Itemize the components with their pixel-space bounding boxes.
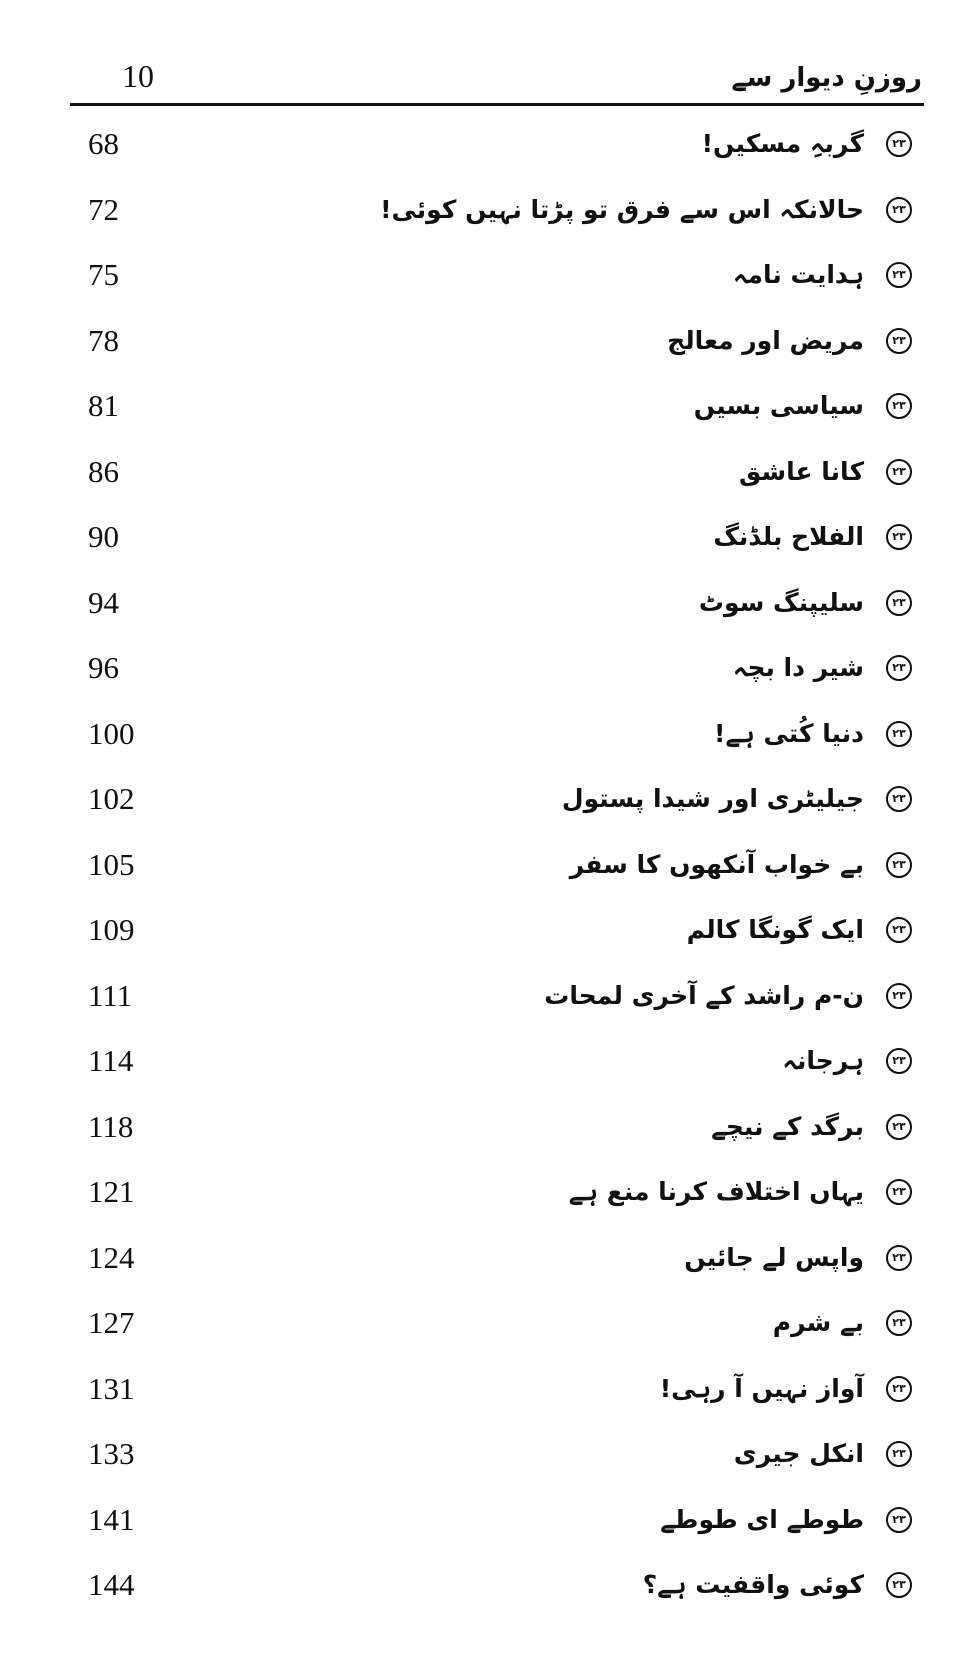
circled-number-marker: ۲۳ [886, 1507, 912, 1533]
circled-number-marker: ۲۳ [886, 983, 912, 1009]
header-divider [70, 103, 924, 106]
toc-entry-text [702, 124, 912, 164]
toc-entry [70, 1099, 912, 1165]
toc-entry-title: سلیپنگ سوٹ [698, 587, 864, 617]
toc-entry-page-number: 144 [88, 1567, 135, 1602]
toc-entry-page-number: 121 [88, 1174, 135, 1209]
circled-number-marker: ۲۳ [886, 1114, 912, 1140]
toc-entry-page-number: 94 [88, 584, 119, 620]
circled-number-marker: ۲۳ [886, 1310, 912, 1336]
toc-entry-text [773, 1303, 912, 1343]
toc-entry-text [713, 517, 912, 557]
toc-entry-title: انکل جیری [733, 1439, 864, 1468]
toc-entry-title: جیلیٹری اور شیدا پستول [561, 784, 864, 813]
toc-entry [70, 575, 912, 641]
toc-entry-text [733, 648, 912, 688]
toc-entry-page-number: 131 [88, 1370, 135, 1406]
toc-entry-text [667, 321, 912, 361]
toc-entry-text [643, 1565, 912, 1605]
circled-number-marker: ۲۳ [886, 1245, 912, 1271]
toc-entry [70, 706, 912, 772]
toc-entry-page-number: 124 [88, 1239, 135, 1275]
toc-entry-page-number: 118 [88, 1108, 134, 1144]
toc-entry-page-number: 72 [88, 191, 119, 227]
toc-entry-page-number: 81 [88, 388, 119, 423]
table-of-contents [70, 116, 912, 1623]
toc-entry-title: گربہِ مسکیں! [701, 129, 864, 158]
toc-entry-page-number: 68 [88, 126, 119, 161]
toc-entry-title: شیر دا بچہ [732, 653, 864, 682]
circled-number-marker: ۲۳ [886, 1441, 912, 1467]
toc-entry-text [544, 976, 912, 1016]
toc-entry [70, 378, 912, 444]
circled-number-marker: ۲۳ [886, 1572, 912, 1598]
circled-number-marker: ۲۳ [886, 852, 912, 878]
toc-entry-title: یہاں اختلاف کرنا منع ہے [568, 1177, 864, 1206]
toc-entry [70, 182, 912, 248]
toc-entry-title: ہرجانہ [782, 1046, 864, 1075]
toc-entry-text [570, 845, 912, 885]
toc-entry [70, 116, 912, 182]
toc-entry-text [687, 910, 912, 950]
toc-entry [70, 968, 912, 1034]
circled-number-marker: ۲۳ [886, 1048, 912, 1074]
circled-number-marker: ۲۳ [886, 262, 912, 288]
toc-entry-text [684, 1238, 912, 1278]
circled-number-marker: ۲۳ [886, 786, 912, 812]
toc-entry-page-number: 109 [88, 912, 135, 947]
toc-entry [70, 837, 912, 903]
toc-entry-title: بے شرم [772, 1308, 864, 1337]
toc-entry-text [733, 255, 912, 295]
toc-entry [70, 1557, 912, 1623]
toc-entry [70, 1426, 912, 1492]
toc-entry-title: بے خواب آنکھوں کا سفر [569, 849, 864, 879]
toc-entry-title: دنیا کُتی ہے! [714, 718, 864, 748]
toc-entry-text [380, 190, 912, 230]
circled-number-marker: ۲۳ [886, 1376, 912, 1402]
toc-entry [70, 1230, 912, 1296]
toc-entry-title: مریض اور معالج [667, 325, 864, 355]
toc-entry-title: کانا عاشق [739, 456, 864, 486]
circled-number-marker: ۲۳ [886, 131, 912, 157]
toc-entry-text [562, 779, 912, 819]
toc-entry [70, 247, 912, 313]
toc-entry-text [714, 714, 912, 754]
circled-number-marker: ۲۳ [886, 655, 912, 681]
toc-entry [70, 313, 912, 379]
circled-number-marker: ۲۳ [886, 459, 912, 485]
toc-entry [70, 1033, 912, 1099]
toc-entry-text [711, 1107, 912, 1147]
circled-number-marker: ۲۳ [886, 524, 912, 550]
circled-number-marker: ۲۳ [886, 197, 912, 223]
toc-entry [70, 640, 912, 706]
toc-entry-page-number: 111 [88, 977, 133, 1013]
toc-entry-title: ہدایت نامہ [732, 260, 864, 289]
toc-entry-page-number: 75 [88, 257, 119, 292]
toc-entry-title: الفلاح بلڈنگ [713, 522, 864, 551]
toc-entry [70, 771, 912, 837]
toc-entry-page-number: 96 [88, 650, 119, 685]
toc-entry-title: کوئی واقفیت ہے؟ [642, 1570, 864, 1599]
toc-entry-title: ن-م راشد کے آخری لمحات [544, 980, 864, 1010]
circled-number-marker: ۲۳ [886, 393, 912, 419]
toc-entry-text [699, 583, 912, 623]
toc-entry [70, 1492, 912, 1558]
circled-number-marker: ۲۳ [886, 917, 912, 943]
circled-number-marker: ۲۳ [886, 590, 912, 616]
toc-entry-text [739, 452, 912, 492]
toc-entry [70, 1164, 912, 1230]
circled-number-marker: ۲۳ [886, 328, 912, 354]
toc-entry-title: طوطے ای طوطے [660, 1504, 864, 1534]
toc-entry [70, 444, 912, 510]
toc-entry [70, 1295, 912, 1361]
toc-entry-page-number: 133 [88, 1436, 135, 1471]
toc-entry-title: آواز نہیں آ رہی! [659, 1373, 864, 1403]
toc-entry-title: واپس لے جائیں [684, 1242, 864, 1272]
toc-entry-text [569, 1172, 912, 1212]
toc-entry-page-number: 105 [88, 846, 135, 882]
toc-entry-text [694, 386, 912, 426]
toc-entry [70, 509, 912, 575]
toc-entry-page-number: 78 [88, 322, 119, 358]
running-book-title: روزنِ دیوار سے [731, 63, 922, 93]
toc-entry-page-number: 86 [88, 453, 119, 489]
toc-entry-title: ایک گونگا کالم [686, 915, 864, 944]
toc-entry-title: حالانکہ اس سے فرق تو پڑتا نہیں کوئی! [380, 194, 864, 224]
toc-entry-page-number: 102 [88, 781, 135, 816]
circled-number-marker: ۲۳ [886, 1179, 912, 1205]
toc-entry-title: سیاسی بسیں [693, 391, 864, 420]
toc-entry [70, 902, 912, 968]
toc-entry-text [660, 1500, 912, 1540]
toc-entry [70, 1361, 912, 1427]
toc-entry-page-number: 100 [88, 715, 135, 751]
toc-entry-page-number: 90 [88, 519, 119, 554]
page-number: 10 [122, 58, 154, 94]
toc-entry-text [782, 1041, 912, 1081]
toc-entry-text [734, 1434, 912, 1474]
toc-entry-title: برگد کے نیچے [711, 1111, 864, 1141]
page-header [70, 54, 922, 104]
toc-entry-page-number: 127 [88, 1305, 135, 1340]
toc-entry-page-number: 141 [88, 1501, 135, 1537]
circled-number-marker: ۲۳ [886, 721, 912, 747]
toc-entry-page-number: 114 [88, 1043, 134, 1078]
toc-entry-text [660, 1369, 912, 1409]
